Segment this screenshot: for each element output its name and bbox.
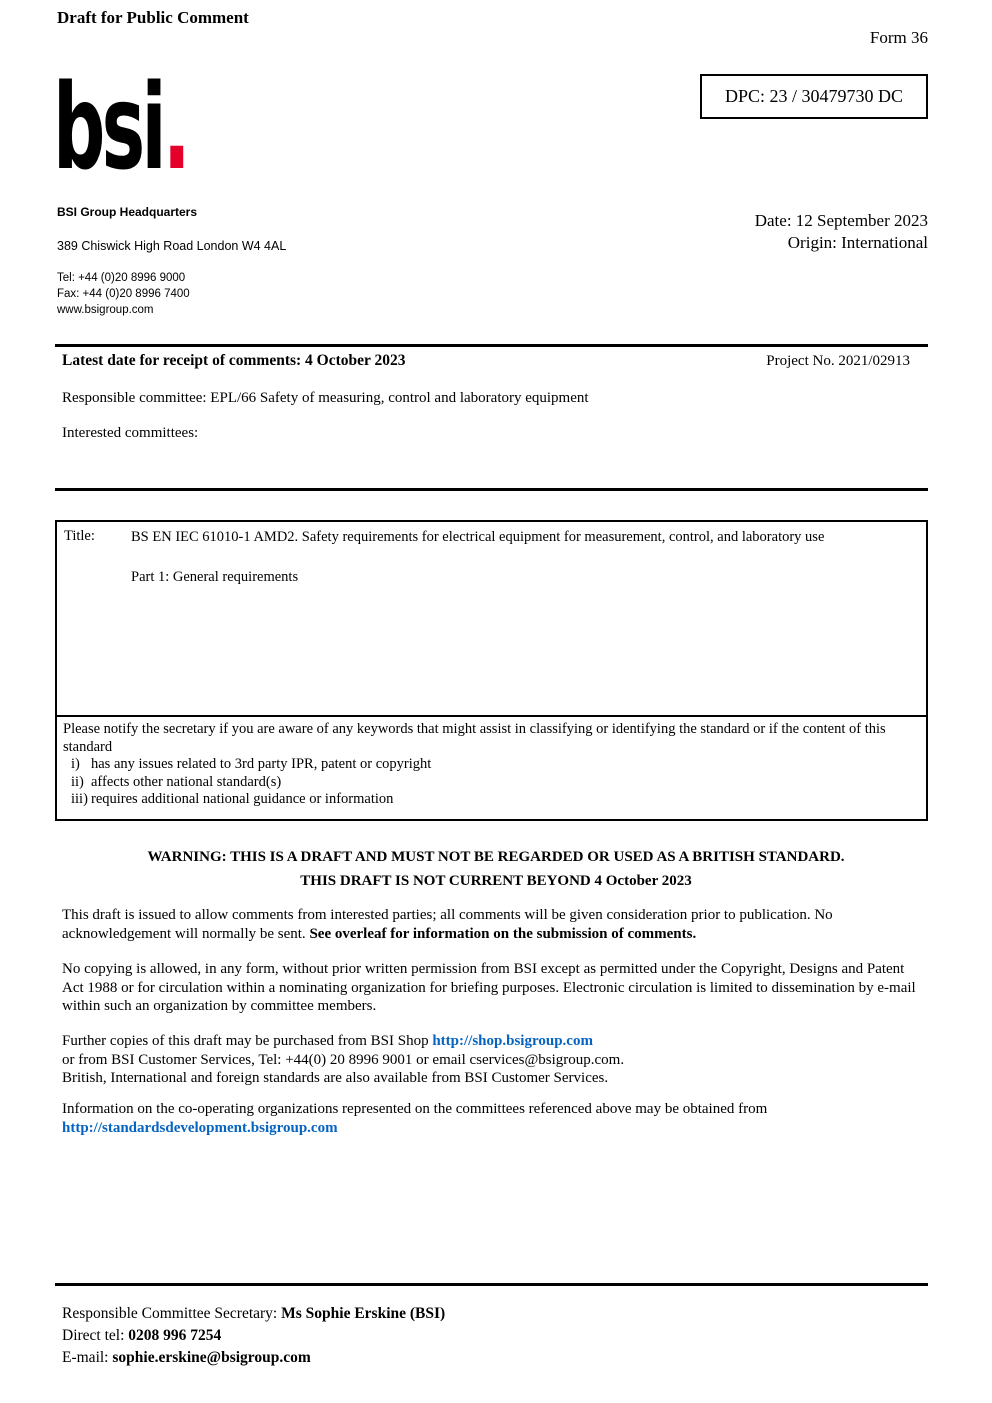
paragraph-copyright-notice: No copying is allowed, in any form, without prior written permission from BSI except as permitted under the Copyright, Designs and Patent Act 1988 or for circulation within a nominating organization for briefing purposes. Electronic circulation is limited to dissemination by e-mail within such an organization by committee members. [62, 961, 916, 1014]
section-divider-bottom [55, 1283, 928, 1286]
comments-notice-text: This draft is issued to allow comments from interested parties; all comments will be given consideration prior to publication. No acknowledgement will normally be sent. [62, 907, 833, 942]
section-divider-top [55, 344, 928, 347]
title-box [55, 520, 928, 821]
paragraph-comments-notice [62, 906, 926, 943]
project-number: Project No. 2021/02913 [766, 353, 910, 369]
latest-comments-date: Latest date for receipt of comments: 4 October 2023 [62, 352, 406, 369]
secretary-line [62, 1303, 445, 1325]
document-origin: Origin: International [787, 233, 928, 252]
warning-line-1: WARNING: THIS IS A DRAFT AND MUST NOT BE REGARDED OR USED AS A BRITISH STANDARD. [147, 849, 845, 865]
standard-title: BS EN IEC 61010-1 AMD2. Safety requirements for electrical equipment for measurement, control, and laboratory use [131, 529, 825, 545]
standard-part: Part 1: General requirements [131, 569, 299, 585]
email-label: E-mail: [62, 1349, 113, 1366]
bsi-shop-link[interactable]: http://shop.bsigroup.com [432, 1033, 593, 1049]
keyword-item-number: iii) [71, 791, 88, 807]
draft-for-public-comment-label: Draft for Public Comment [57, 8, 249, 27]
address-block [57, 205, 286, 318]
standards-availability-line: British, International and foreign standards are also available from BSI Customer Services. [62, 1070, 609, 1086]
hq-website: www.bsigroup.com [57, 304, 154, 316]
date-origin-block [755, 210, 928, 254]
direct-tel-line [62, 1325, 445, 1347]
bsi-logo-text: bsi [53, 58, 163, 196]
form-number: Form 36 [869, 28, 928, 47]
title-cell [57, 522, 926, 715]
hq-street: 389 Chiswick High Road London W4 4AL [57, 239, 287, 253]
warning-line-2: THIS DRAFT IS NOT CURRENT BEYOND 4 October 2023 [300, 873, 692, 889]
keyword-item-text: has any issues related to 3rd party IPR, patent or copyright [91, 756, 432, 772]
dpc-number-box [700, 74, 928, 119]
overleaf-note: See overleaf for information on the submission of comments. [309, 925, 697, 942]
section-divider-middle [55, 488, 928, 491]
list-item [63, 791, 918, 809]
secretary-name: Ms Sophie Erskine (BSI) [281, 1305, 446, 1322]
hq-name: BSI Group Headquarters [57, 205, 198, 219]
hq-tel: Tel: +44 (0)20 8996 9000 [57, 272, 186, 284]
title-label: Title: [64, 528, 95, 544]
keywords-intro: Please notify the secretary if you are aware of any keywords that might assist in classifying or identifying the standard or if the content of this standard [63, 721, 886, 755]
secretary-label: Responsible Committee Secretary: [62, 1305, 282, 1322]
list-item [63, 756, 918, 774]
dpc-number: DPC: 23 / 30479730 DC [724, 86, 904, 106]
direct-tel-number: 0208 996 7254 [128, 1327, 222, 1344]
paragraph-cooperating-orgs [62, 1100, 926, 1137]
standards-development-link[interactable]: http://standardsdevelopment.bsigroup.com [62, 1119, 338, 1136]
hq-fax: Fax: +44 (0)20 8996 7400 [57, 288, 190, 300]
interested-committees: Interested committees: [62, 425, 199, 441]
footer-contact-block [62, 1303, 445, 1369]
document-date: Date: 12 September 2023 [754, 211, 928, 230]
title-text [131, 528, 920, 709]
list-item [63, 774, 918, 792]
responsible-committee: Responsible committee: EPL/66 Safety of measuring, control and laboratory equipment [62, 390, 589, 406]
comments-deadline-row [62, 352, 910, 370]
keyword-item-number: i) [71, 756, 80, 772]
keyword-item-number: ii) [71, 773, 84, 790]
cooperating-orgs-text: Information on the co-operating organizations represented on the committees referenced above may be obtained from [62, 1101, 768, 1117]
direct-tel-label: Direct tel: [62, 1327, 129, 1344]
keyword-item-text: affects other national standard(s) [91, 773, 282, 790]
paragraph-purchase-info [62, 1032, 926, 1088]
bsi-logo [53, 58, 191, 196]
bsi-logo-dot: . [162, 58, 191, 196]
draft-warning [0, 845, 992, 893]
keyword-item-text: requires additional national guidance or information [91, 791, 394, 807]
email-line [62, 1347, 445, 1369]
keywords-cell [57, 715, 926, 819]
customer-services-line: or from BSI Customer Services, Tel: +44(0) 20 8996 9001 or email cservices@bsigroup.com. [62, 1051, 625, 1068]
email-address: sophie.erskine@bsigroup.com [112, 1349, 311, 1366]
purchase-info-text: Further copies of this draft may be purchased from BSI Shop [62, 1033, 433, 1049]
